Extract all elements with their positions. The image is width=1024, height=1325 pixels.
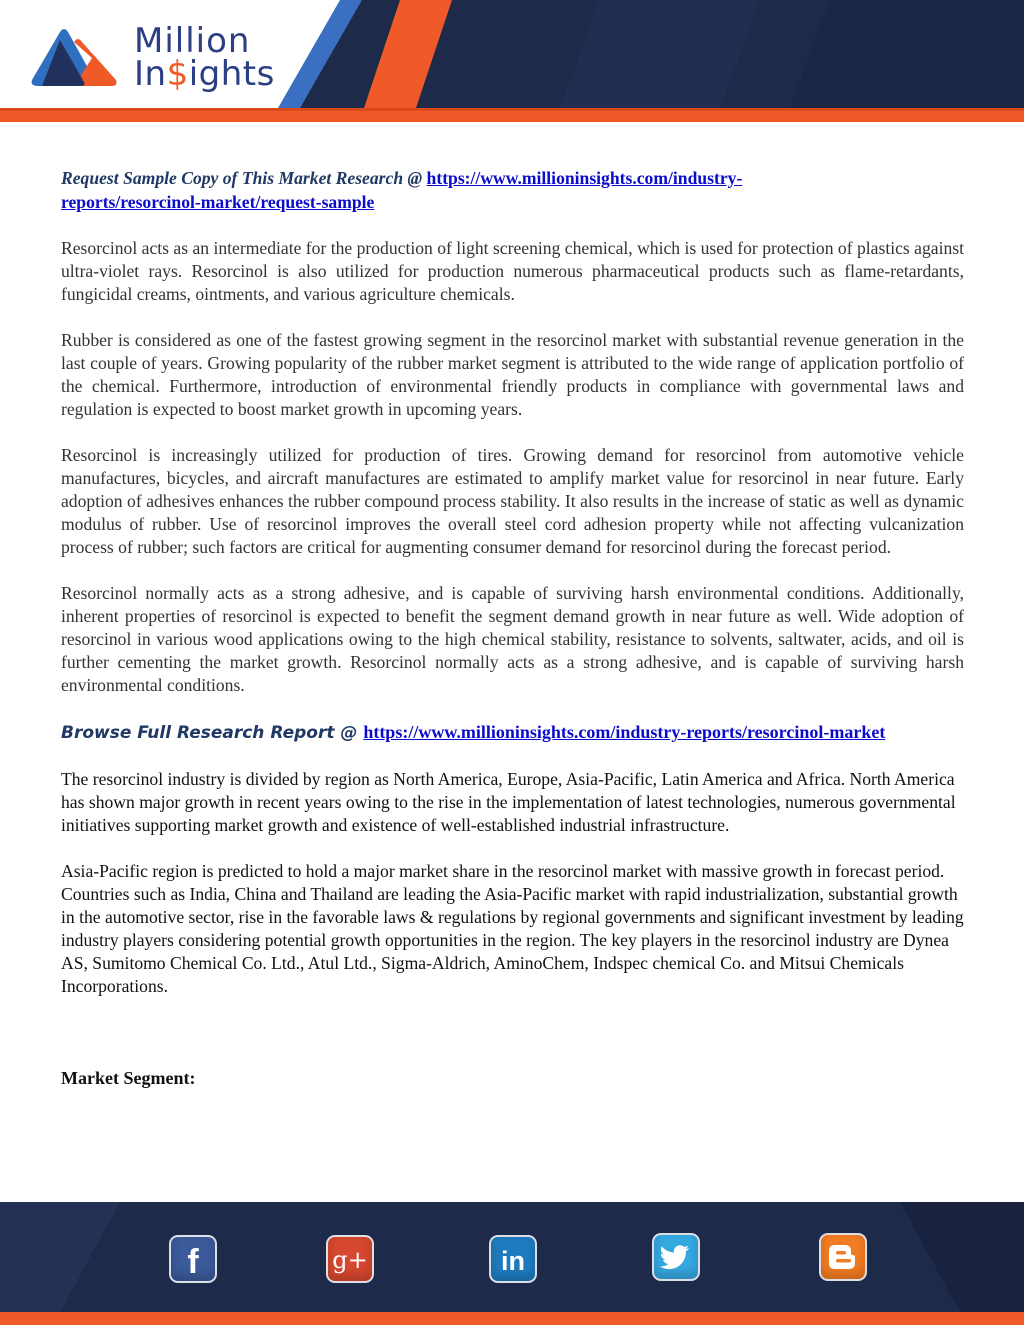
logo-text-insights-prefix: In bbox=[134, 54, 167, 94]
paragraph-adhesive: Resorcinol normally acts as a strong adhesive, and is capable of surviving harsh environmental conditions. Additionally, inherent properties of resorcinol is expected to benefit the segment demand growth in near future as well. Wide adoption of resorcinol in various wood applications owing to the high chemical stability, resistance to solvents, saltwater, acids, and oil is further cementing the market growth. Resorcinol normally acts as a strong adhesive, and is capable of surviving harsh environmental conditions. bbox=[61, 583, 964, 695]
linkedin-glyph bbox=[491, 1237, 535, 1281]
document-body bbox=[61, 166, 964, 1089]
million-insights-logo[interactable] bbox=[30, 22, 280, 97]
linkedin-icon[interactable] bbox=[491, 1237, 535, 1281]
paragraph-intro: Resorcinol acts as an intermediate for the production of light screening chemical, which is used for protection of plastics against ultra-violet rays. Resorcinol is also utilized for production numerous pharmaceutical products such as flame-retardants, fungicidal creams, ointments, and various agriculture chemicals. bbox=[61, 238, 964, 304]
twitter-bird-glyph bbox=[654, 1235, 698, 1279]
request-sample-link-part1[interactable]: https://www.millioninsights.com/industry- bbox=[426, 168, 743, 188]
twitter-icon[interactable] bbox=[654, 1235, 698, 1279]
blogger-glyph bbox=[821, 1235, 865, 1279]
request-sample-label: Request Sample Copy of This Market Research @ bbox=[61, 168, 427, 188]
paragraph-regions: The resorcinol industry is divided by region as North America, Europe, Asia-Pacific, Latin America and Africa. North America has shown major growth in recent years owing to the rise in the implementation of latest technologies, numerous governmental initiatives supporting market growth and existence of well-established industrial infrastructure. bbox=[61, 769, 956, 835]
logo-text-insights-suffix: ights bbox=[188, 54, 275, 94]
logo-text-million: Million bbox=[134, 21, 251, 61]
browse-report-line bbox=[61, 720, 964, 745]
market-segment-heading: Market Segment: bbox=[61, 1068, 196, 1088]
logo-mountain-icon bbox=[30, 22, 126, 88]
facebook-letter: f bbox=[187, 1243, 199, 1281]
google-plus-icon[interactable] bbox=[328, 1237, 372, 1281]
paragraph-rubber: Rubber is considered as one of the fastest growing segment in the resorcinol market with substantial revenue generation in the last couple of years. Growing popularity of the rubber market segment is attributed to the wide range of application portfolio of the chemical. Furthermore, introduction of environmental friendly products in compliance with governmental laws and regulation is expected to boost market growth in upcoming years. bbox=[61, 330, 964, 419]
page-footer bbox=[0, 1200, 1024, 1325]
linkedin-letters: in bbox=[501, 1246, 525, 1276]
logo-dollar-glyph: $ bbox=[166, 54, 189, 94]
paragraph-asia-pacific: Asia-Pacific region is predicted to hold a major market share in the resorcinol market with massive growth in forecast period. Countries such as India, China and Thailand are leading the Asia-Pacific market with rapid industrialization, substantial growth in the automotive sector, rise in the favorable laws & regulations by regional governments and significant investment by leading industry players considering potential growth opportunities in the region. The key players in the resorcinol industry are Dynea AS, Sumitomo Chemical Co. Ltd., Atul Ltd., Sigma-Aldrich, AminoChem, Indspec chemical Co. and Mitsui Chemicals Incorporations. bbox=[61, 861, 964, 996]
google-plus-glyph bbox=[328, 1237, 372, 1281]
page-header bbox=[0, 0, 1024, 122]
logo-text-insights bbox=[134, 55, 275, 93]
browse-report-link[interactable]: https://www.millioninsights.com/industry-reports/resorcinol-market bbox=[363, 722, 886, 742]
request-sample-line bbox=[61, 166, 964, 214]
request-sample-link-part2[interactable]: reports/resorcinol-market/request-sample bbox=[61, 192, 375, 212]
facebook-glyph bbox=[171, 1237, 215, 1281]
google-plus-letters: g+ bbox=[332, 1246, 368, 1274]
paragraph-tires: Resorcinol is increasingly utilized for production of tires. Growing demand for resorcinol from automotive vehicle manufactures, bicycles, and aircraft manufactures are estimated to amplify market value for resorcinol in near future. Early adoption of adhesives enhances the rubber compound process stability. It also results in the increase of static as well as dynamic modulus of rubber. Use of resorcinol improves the overall steel cord adhesion property while not affecting vulcanization process of rubber; such factors are critical for augmenting consumer demand for resorcinol during the forecast period. bbox=[61, 445, 964, 557]
blogger-icon[interactable] bbox=[821, 1235, 865, 1279]
browse-report-label: Browse Full Research Report @ bbox=[61, 723, 364, 743]
facebook-icon[interactable] bbox=[171, 1237, 215, 1281]
